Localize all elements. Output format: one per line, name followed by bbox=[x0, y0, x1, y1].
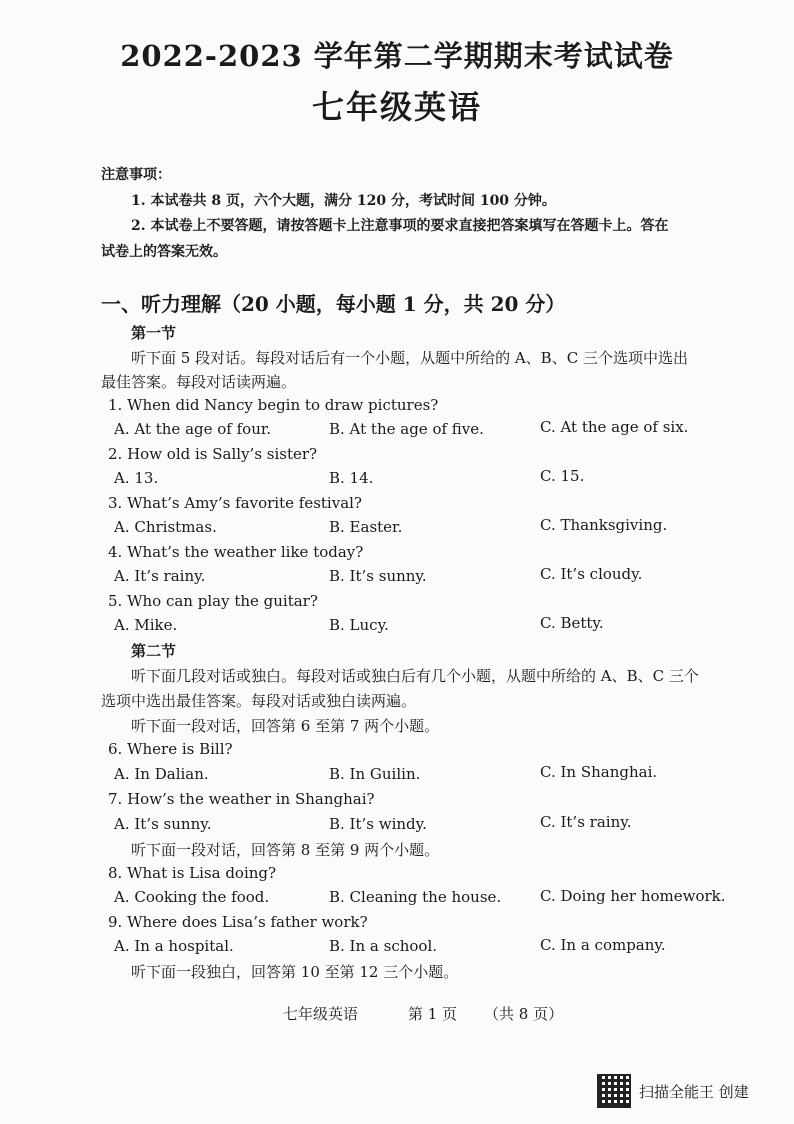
question-6: 6. Where is Bill? bbox=[108, 740, 233, 758]
question-8-option-c: C. Doing her homework. bbox=[540, 887, 726, 905]
question-7-option-c: C. It’s rainy. bbox=[540, 813, 632, 831]
question-2-option-a: A. 13. bbox=[114, 469, 159, 487]
footer-page-number: 第 1 页 bbox=[408, 1005, 458, 1023]
question-5-option-b: B. Lucy. bbox=[329, 616, 389, 634]
question-2-option-c: C. 15. bbox=[540, 467, 585, 485]
listening-note-10-12: 听下面一段独白，回答第 10 至第 12 三个小题。 bbox=[131, 963, 459, 981]
question-2-option-b: B. 14. bbox=[329, 469, 374, 487]
question-7: 7. How’s the weather in Shanghai? bbox=[108, 790, 375, 808]
question-5-option-c: C. Betty. bbox=[540, 614, 604, 632]
scanner-watermark: 扫描全能王 创建 bbox=[639, 1083, 749, 1101]
part-2-intro-line-1: 听下面几段对话或独白。每段对话或独白后有几个小题，从题中所给的 A、B、C 三个 bbox=[131, 667, 699, 685]
part-2-label: 第二节 bbox=[131, 642, 177, 660]
question-8: 8. What is Lisa doing? bbox=[108, 864, 277, 882]
question-9-option-a: A. In a hospital. bbox=[114, 937, 234, 955]
question-3-option-b: B. Easter. bbox=[329, 518, 403, 536]
question-9: 9. Where does Lisa’s father work? bbox=[108, 913, 368, 931]
listening-note-6-7: 听下面一段对话，回答第 6 至第 7 两个小题。 bbox=[131, 717, 440, 735]
question-7-option-a: A. It’s sunny. bbox=[114, 815, 212, 833]
question-1-option-a: A. At the age of four. bbox=[114, 420, 272, 438]
exam-subject: 七年级英语 bbox=[311, 88, 482, 126]
notice-heading: 注意事项： bbox=[101, 167, 171, 183]
notice-item-1: 1. 本试卷共 8 页，六个大题，满分 120 分，考试时间 100 分钟。 bbox=[131, 193, 556, 209]
question-6-option-b: B. In Guilin. bbox=[329, 765, 421, 783]
section-1-title: 一、听力理解（20 小题，每小题 1 分，共 20 分） bbox=[101, 292, 566, 316]
part-1-intro-line-1: 听下面 5 段对话。每段对话后有一个小题，从题中所给的 A、B、C 三个选项中选出 bbox=[131, 349, 688, 367]
question-4-option-c: C. It’s cloudy. bbox=[540, 565, 643, 583]
question-5-option-a: A. Mike. bbox=[114, 616, 178, 634]
listening-note-8-9: 听下面一段对话，回答第 8 至第 9 两个小题。 bbox=[131, 841, 440, 859]
question-4-option-b: B. It’s sunny. bbox=[329, 567, 427, 585]
notice-item-2-line-1: 2. 本试卷上不要答题，请按答题卡上注意事项的要求直接把答案填写在答题卡上。答在 bbox=[131, 218, 669, 234]
question-8-option-a: A. Cooking the food. bbox=[114, 888, 270, 906]
notice-item-2-line-2: 试卷上的答案无效。 bbox=[101, 244, 227, 260]
footer-subject: 七年级英语 bbox=[283, 1005, 359, 1023]
question-4: 4. What’s the weather like today? bbox=[108, 543, 364, 561]
question-2: 2. How old is Sally’s sister? bbox=[108, 445, 318, 463]
part-1-label: 第一节 bbox=[131, 324, 177, 342]
question-6-option-c: C. In Shanghai. bbox=[540, 763, 658, 781]
question-1-option-b: B. At the age of five. bbox=[329, 420, 484, 438]
question-9-option-b: B. In a school. bbox=[329, 937, 438, 955]
question-5: 5. Who can play the guitar? bbox=[108, 592, 318, 610]
question-9-option-c: C. In a company. bbox=[540, 936, 666, 954]
question-1: 1. When did Nancy begin to draw pictures? bbox=[108, 396, 439, 414]
question-8-option-b: B. Cleaning the house. bbox=[329, 888, 502, 906]
question-6-option-a: A. In Dalian. bbox=[114, 765, 209, 783]
question-1-option-c: C. At the age of six. bbox=[540, 418, 689, 436]
part-2-intro-line-2: 选项中选出最佳答案。每段对话或独白读两遍。 bbox=[101, 692, 417, 710]
question-3-option-a: A. Christmas. bbox=[114, 518, 217, 536]
part-1-intro-line-2: 最佳答案。每段对话读两遍。 bbox=[101, 373, 297, 391]
question-4-option-a: A. It’s rainy. bbox=[114, 567, 206, 585]
question-7-option-b: B. It’s windy. bbox=[329, 815, 427, 833]
exam-title: 2022-2023 学年第二学期期末考试试卷 bbox=[120, 39, 674, 73]
question-3-option-c: C. Thanksgiving. bbox=[540, 516, 668, 534]
question-3: 3. What’s Amy’s favorite festival? bbox=[108, 494, 362, 512]
qr-code-icon bbox=[597, 1074, 631, 1108]
footer-total-pages: （共 8 页） bbox=[484, 1005, 564, 1023]
